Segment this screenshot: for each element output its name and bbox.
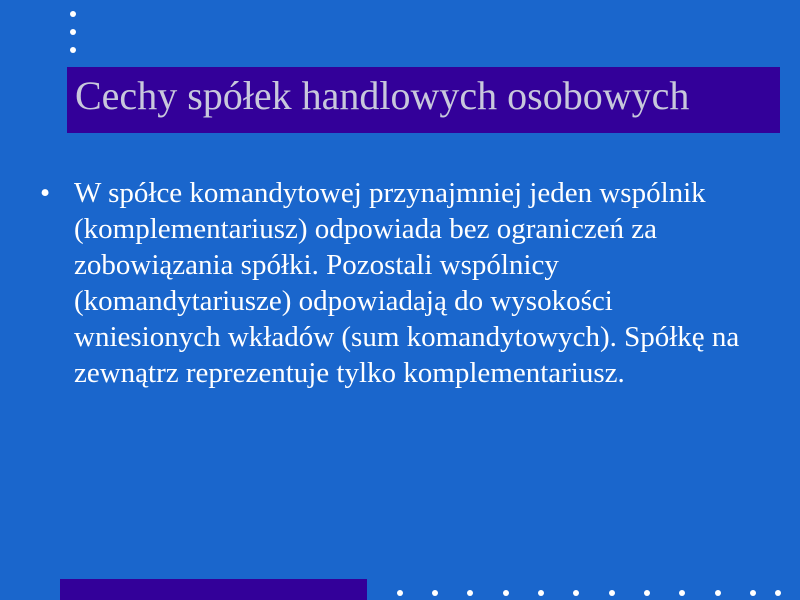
bottom-bar (60, 579, 367, 600)
bullet-item (40, 175, 760, 391)
slide-title: Cechy spółek handlowych osobowych (75, 73, 690, 118)
bullet-marker: • (40, 177, 51, 209)
bullet-text: W spółce komandytowej przynajmniej jeden wspólnik (komplementariusz) odpowiada bez ograniczeń za zobowiązania spółki. Pozostali wspólnicy (komandytariusze) odpowiadają do wysokości wniesionych wkładów (sum komandytowych). Spółkę na zewnątrz reprezentuje tylko komplementariusz. (74, 177, 740, 389)
decorative-dot (397, 590, 403, 596)
decorative-dot (70, 47, 76, 53)
decorative-dot (70, 11, 76, 17)
decorative-dot (432, 590, 438, 596)
decorative-dot (503, 590, 509, 596)
decorative-dot (750, 590, 756, 596)
bullet-list (40, 175, 760, 391)
decorative-dot (70, 29, 76, 35)
decorative-dot (467, 590, 473, 596)
decorative-dot (679, 590, 685, 596)
decorative-dot (775, 590, 781, 596)
decorative-dot (609, 590, 615, 596)
decorative-dot (573, 590, 579, 596)
decorative-dot (644, 590, 650, 596)
decorative-dot (715, 590, 721, 596)
decorative-dot (538, 590, 544, 596)
